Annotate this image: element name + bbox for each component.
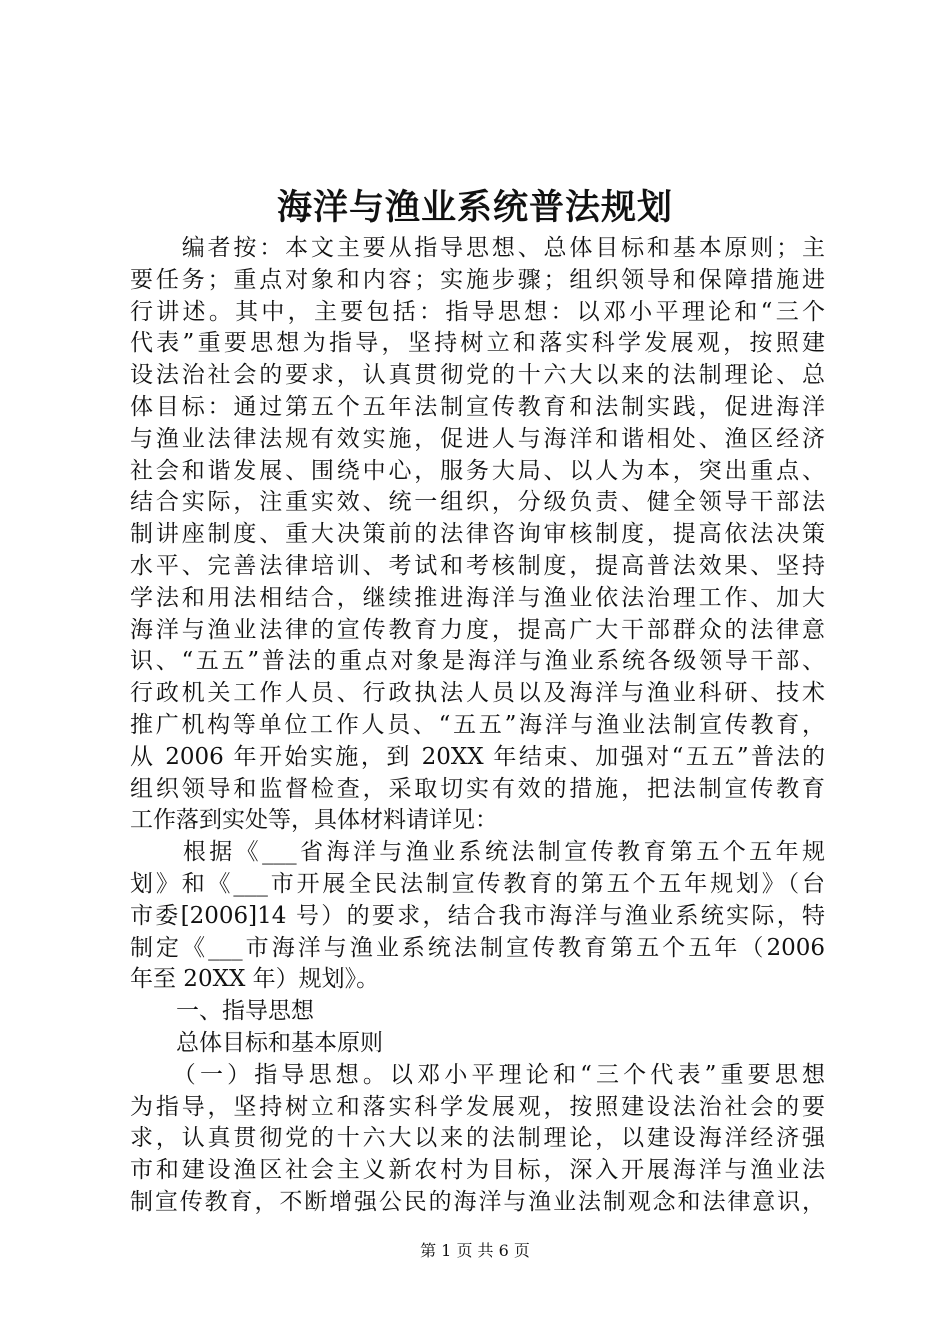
text-line: 市委[2006]14 号）的要求，结合我市海洋与渔业系统实际，特 [130, 902, 825, 929]
text-line: 编者按：本文主要从指导思想、总体目标和基本原则；主 [130, 235, 825, 261]
text-line: 制讲座制度、重大决策前的法律咨询审核制度，提高依法决策 [130, 521, 825, 548]
text-line: 结合实际，注重实效、统一组织，分级负责、健全领导干部法 [130, 489, 825, 516]
text-line: 要任务；重点对象和内容；实施步骤；组织领导和保障措施进 [130, 266, 825, 293]
text-line: 代表”重要思想为指导，坚持树立和落实科学发展观，按照建 [130, 330, 825, 357]
text-line: 体目标：通过第五个五年法制宣传教育和法制实践，促进海洋 [130, 393, 825, 420]
text-line: 总体目标和基本原则 [130, 1029, 383, 1056]
text-line: 与渔业法律法规有效实施，促进人与海洋和谐相处、渔区经济 [130, 425, 825, 452]
text-line: 设法治社会的要求，认真贯彻党的十六大以来的法制理论、总 [130, 362, 825, 389]
text-line: 行讲述。其中，主要包括：指导思想：以邓小平理论和“三个 [130, 298, 825, 325]
text-line: 行政机关工作人员、行政执法人员以及海洋与渔业科研、技术 [130, 680, 825, 707]
page-number: 第 1 页 共 6 页 [420, 1241, 530, 1260]
text-line: 从 2006 年开始实施，到 20XX 年结束、加强对“五五”普法的 [130, 743, 825, 770]
document-body [130, 233, 825, 1219]
document-title: 海洋与渔业系统普法规划 [276, 187, 673, 228]
text-line: 一、指导思想 [130, 998, 314, 1025]
text-line: 识、“五五”普法的重点对象是海洋与渔业系统各级领导干部、 [130, 648, 825, 675]
text-line: 为指导，坚持树立和落实科学发展观，按照建设法治社会的要 [130, 1093, 825, 1120]
text-line: 求，认真贯彻党的十六大以来的法制理论，以建设海洋经济强 [130, 1125, 825, 1152]
text-line: 制定《___市海洋与渔业系统法制宣传教育第五个五年（2006 [130, 934, 825, 961]
text-line: 制宣传教育，不断增强公民的海洋与渔业法制观念和法律意识， [130, 1188, 825, 1215]
text-line: 工作落到实处等，具体材料请详见： [130, 807, 498, 834]
text-line: 水平、完善法律培训、考试和考核制度，提高普法效果、坚持 [130, 552, 825, 579]
text-line: （一）指导思想。以邓小平理论和“三个代表”重要思想 [130, 1061, 825, 1088]
text-line: 社会和谐发展、围绕中心，服务大局、以人为本，突出重点、 [130, 457, 825, 484]
text-line: 年至 20XX 年）规划》。 [130, 966, 380, 993]
text-line: 推广机构等单位工作人员、“五五”海洋与渔业法制宣传教育， [130, 711, 825, 738]
text-line: 划》和《___市开展全民法制宣传教育的第五个五年规划》（台 [130, 870, 825, 897]
text-line: 市和建设渔区社会主义新农村为目标，深入开展海洋与渔业法 [130, 1157, 825, 1184]
text-line: 海洋与渔业法律的宣传教育力度，提高广大干部群众的法律意 [130, 616, 825, 643]
text-line: 组织领导和监督检查，采取切实有效的措施，把法制宣传教育 [130, 775, 825, 802]
text-line: 根据《___省海洋与渔业系统法制宣传教育第五个五年规 [130, 839, 825, 866]
text-line: 学法和用法相结合，继续推进海洋与渔业依法治理工作、加大 [130, 584, 825, 611]
